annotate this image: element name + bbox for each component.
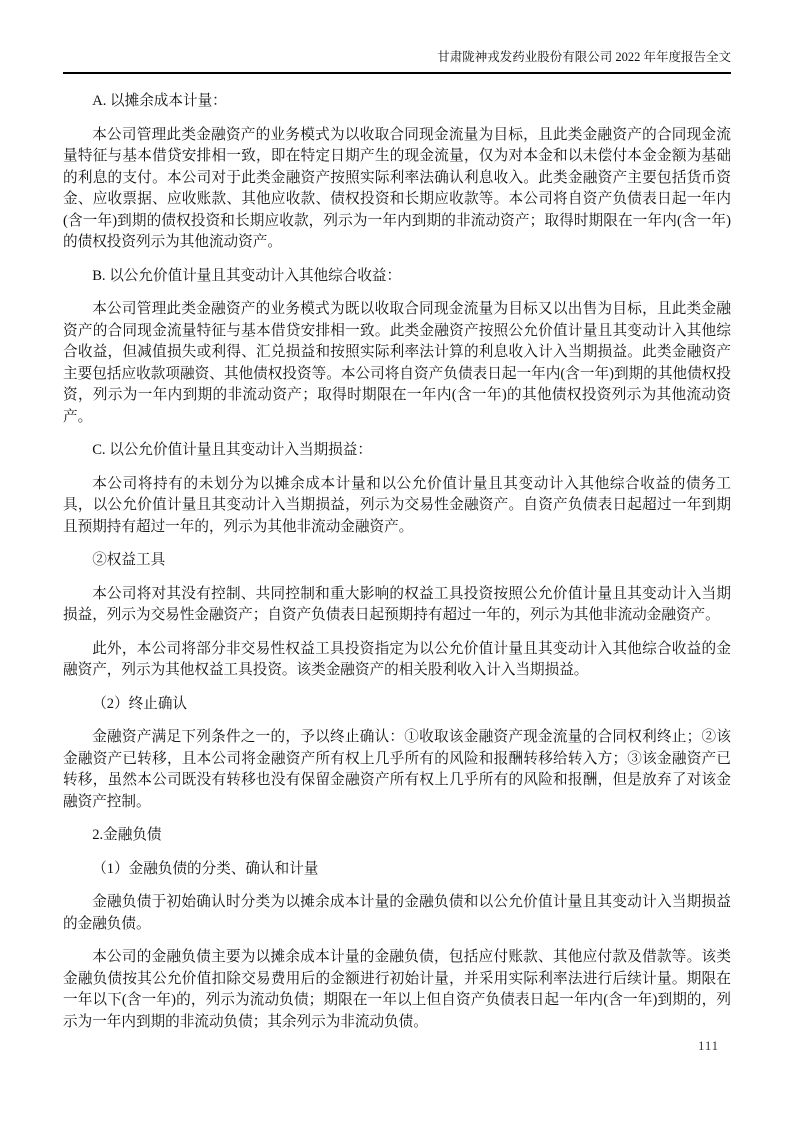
section-heading-liabilities-classification: （1）金融负债的分类、确认和计量 [92, 860, 319, 877]
paragraph-fvoci: 本公司管理此类金融资产的业务模式为既以收取合同现金流量为目标又以出售为目标，且此类金融资产的合同现金流量特征与基本借贷安排相一致。此类金融资产按照公允价值计量且其变动计入其他综合收益，但减值损失或利得、汇兑损益和按照实际利率法计算的利息收入计入当期损益。此类金融资产主要包括应收款项融资、其他债权投资等。本公司将自资产负债表日起一年内(含一年)到期的其他债权投资，列示为一年内到期的非流动资产；取得时期限在一年内(含一年)的其他债权投资列示为其他流动资产。 [63, 301, 731, 425]
section-heading-fvtpl: C. 以公允价值计量且其变动计入当期损益： [92, 442, 372, 458]
document-body [63, 91, 731, 1033]
paragraph-derecognition: 金融资产满足下列条件之一的，予以终止确认：①收取该金融资产现金流量的合同权利终止；②该金融资产已转移，且本公司将金融资产所有权上几乎所有的风险和报酬转移给转入方；③该金融资产已转移，虽然本公司既没有转移也没有保留金融资产所有权上几乎所有的风险和报酬，但是放弃了对该金融资产控制。 [63, 729, 731, 810]
section-heading-financial-liabilities: 2.金融负债 [92, 827, 162, 843]
paragraph-equity-instruments-2: 此外，本公司将部分非交易性权益工具投资指定为以公允价值计量且其变动计入其他综合收益的金融资产，列示为其他权益工具投资。该类金融资产的相关股利收入计入当期损益。 [63, 640, 731, 678]
page-header [63, 49, 731, 74]
paragraph-liabilities-measurement: 本公司的金融负债主要为以摊余成本计量的金融负债，包括应付账款、其他应付款及借款等。该类金融负债按其公允价值扣除交易费用后的金额进行初始计量，并采用实际利率法进行后续计量。期限在一年以下(含一年)的，列示为流动负债；期限在一年以上但自资产负债表日起一年内(含一年)到期的，列示为一年内到期的非流动负债；其余列示为非流动负债。 [63, 949, 731, 1030]
paragraph-liabilities-classification: 金融负债于初始确认时分类为以摊余成本计量的金融负债和以公允价值计量且其变动计入当期损益的金融负债。 [63, 894, 731, 932]
paragraph-equity-instruments-1: 本公司将对其没有控制、共同控制和重大影响的权益工具投资按照公允价值计量且其变动计入当期损益，列示为交易性金融资产；自资产负债表日起预期持有超过一年的，列示为其他非流动金融资产。 [63, 585, 731, 623]
paragraph-amortized-cost: 本公司管理此类金融资产的业务模式为以收取合同现金流量为目标，且此类金融资产的合同现金流量特征与基本借贷安排相一致，即在特定日期产生的现金流量，仅为对本金和以未偿付本金金额为基础的利息的支付。本公司对于此类金融资产按照实际利率法确认利息收入。此类金融资产主要包括货币资金、应收票据、应收账款、其他应收款、债权投资和长期应收款等。本公司将自资产负债表日起一年内(含一年)到期的债权投资和长期应收款，列示为一年内到期的非流动资产；取得时期限在一年内(含一年)的债权投资列示为其他流动资产。 [63, 126, 731, 250]
page-number: 111 [698, 1039, 719, 1053]
section-heading-fvoci: B. 以公允价值计量且其变动计入其他综合收益： [92, 267, 402, 284]
paragraph-fvtpl: 本公司将持有的未划分为以摊余成本计量和以公允价值计量且其变动计入其他综合收益的债务工具，以公允价值计量且其变动计入当期损益，列示为交易性金融资产。自资产负债表日起超过一年到期且预期持有超过一年的，列示为其他非流动金融资产。 [63, 475, 731, 535]
report-title: 甘肃陇神戎发药业股份有限公司 2022 年年度报告全文 [437, 50, 731, 64]
section-heading-equity-instruments: ②权益工具 [92, 552, 166, 568]
section-heading-amortized-cost: A. 以摊余成本计量： [92, 93, 227, 109]
section-heading-derecognition: （2）终止确认 [92, 695, 188, 712]
